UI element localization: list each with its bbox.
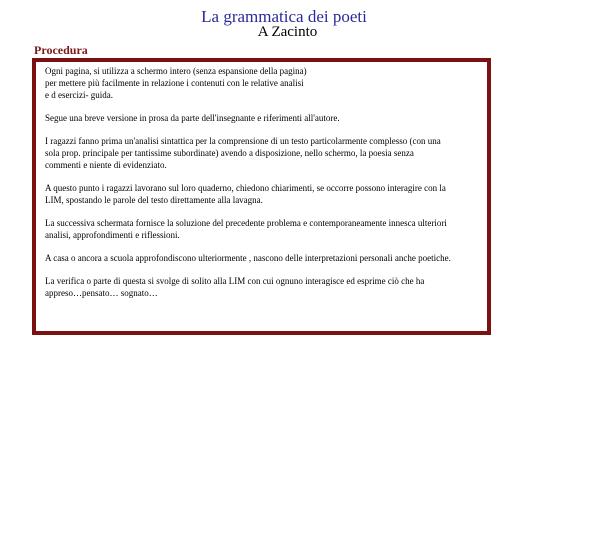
paragraph-prose-version: Segue una breve versione in prosa da parte dell'insegnante e riferimenti all'autore. (45, 113, 340, 123)
paragraph-fullscreen: Ogni pagina, si utilizza a schermo intero (senza espansione della pagina) per mettere più facilmente in relazione i contenuti con le relative analisi e d esercizi- guida. (45, 66, 307, 100)
paragraph-solution: La successiva schermata fornisce la soluzione del precedente problema e contemporaneamente innesca ulteriori analisi, approfondimenti e riflessioni. (45, 218, 447, 240)
procedure-text (45, 65, 491, 310)
section-label: Procedura (34, 43, 88, 57)
page-title: La grammatica dei poeti (201, 7, 367, 26)
paragraph-notebook-work: A questo punto i ragazzi lavorano sul loro quaderno, chiedono chiarimenti, se occorre possono interagire con la LIM, spostando le parole del testo direttamente alla lavagna. (45, 183, 446, 205)
paragraph-home-study: A casa o ancora a scuola approfondiscono ulteriormente , nascono delle interpretazioni personali anche poetiche. (45, 253, 451, 263)
paragraph-syntax-analysis: I ragazzi fanno prima un'analisi sintattica per la comprensione di un testo particolarmente complesso (con una sola prop. principale per tantissime subordinate) avendo a disposizione, nello schermo, la poesia senza commenti e niente di evidenziato. (45, 136, 441, 170)
procedure-frame (32, 58, 491, 335)
paragraph-assessment: La verifica o parte di questa si svolge di solito alla LIM con cui ognuno interagisce ed esprime ciò che ha appreso…pensato… sognato… (45, 276, 425, 298)
author-subtitle: A Zacinto (257, 24, 318, 40)
